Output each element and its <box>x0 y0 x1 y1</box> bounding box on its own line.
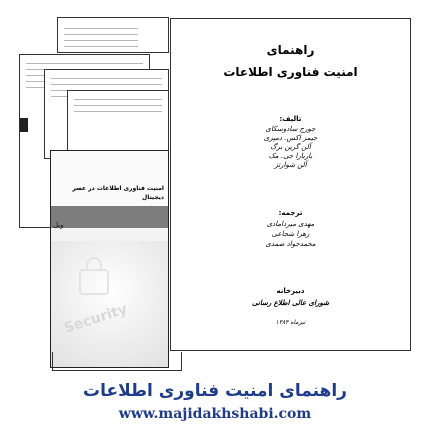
cover-title: امنیت فناوری اطلاعات در عصر دیجیتال <box>72 185 164 201</box>
text-line <box>51 84 162 85</box>
book-cover <box>50 150 169 368</box>
text-line <box>64 40 138 41</box>
author-name: آلن گرین برگ <box>270 143 311 151</box>
back-page-4 <box>67 90 169 152</box>
title-line-1: راهنمای <box>266 43 315 57</box>
translator-name: محمدجواد صمدی <box>265 240 316 248</box>
translators-label: ترجمه: <box>278 209 303 217</box>
lock-icon <box>79 269 109 295</box>
text-line <box>74 111 162 112</box>
text-line <box>51 78 162 79</box>
cover-shadow-page <box>52 352 182 371</box>
publisher-label: دبیرخانه <box>276 287 305 295</box>
author-name: جورج سادوسکای <box>265 125 316 133</box>
author-name: جیمز اکس. دمپزی <box>263 134 318 142</box>
text-line <box>26 63 143 64</box>
back-page-1 <box>57 17 169 53</box>
translator-name: زهرا شجاعی <box>271 230 310 238</box>
author-name: آلن شوارتز <box>274 161 307 169</box>
text-line <box>64 34 138 35</box>
footer-url[interactable]: www.majidakhshabi.com <box>118 406 312 422</box>
page-tab-marker <box>20 118 28 132</box>
cover-watermark: Security <box>62 301 130 337</box>
title-page <box>170 18 411 351</box>
cover-band <box>51 206 168 228</box>
authors-label: تالیف: <box>279 115 302 123</box>
footer-title: راهنمای امنیت فناوری اطلاعات <box>83 381 347 401</box>
text-line <box>64 28 138 29</box>
text-line <box>74 99 162 100</box>
publisher-name: شورای عالی اطلاع رسانی <box>252 299 329 307</box>
cover-background <box>51 241 168 367</box>
cover-side-text: ویل <box>53 221 64 229</box>
translator-name: مهدی میردامادی <box>266 220 315 228</box>
text-line <box>74 105 162 106</box>
author-name: باربارا جی. مک <box>268 152 313 160</box>
title-line-2: امنیت فناوری اطلاعات <box>223 65 358 79</box>
text-line <box>64 46 138 47</box>
publish-date: تیرماه ۱۳۸۴ <box>275 319 306 326</box>
